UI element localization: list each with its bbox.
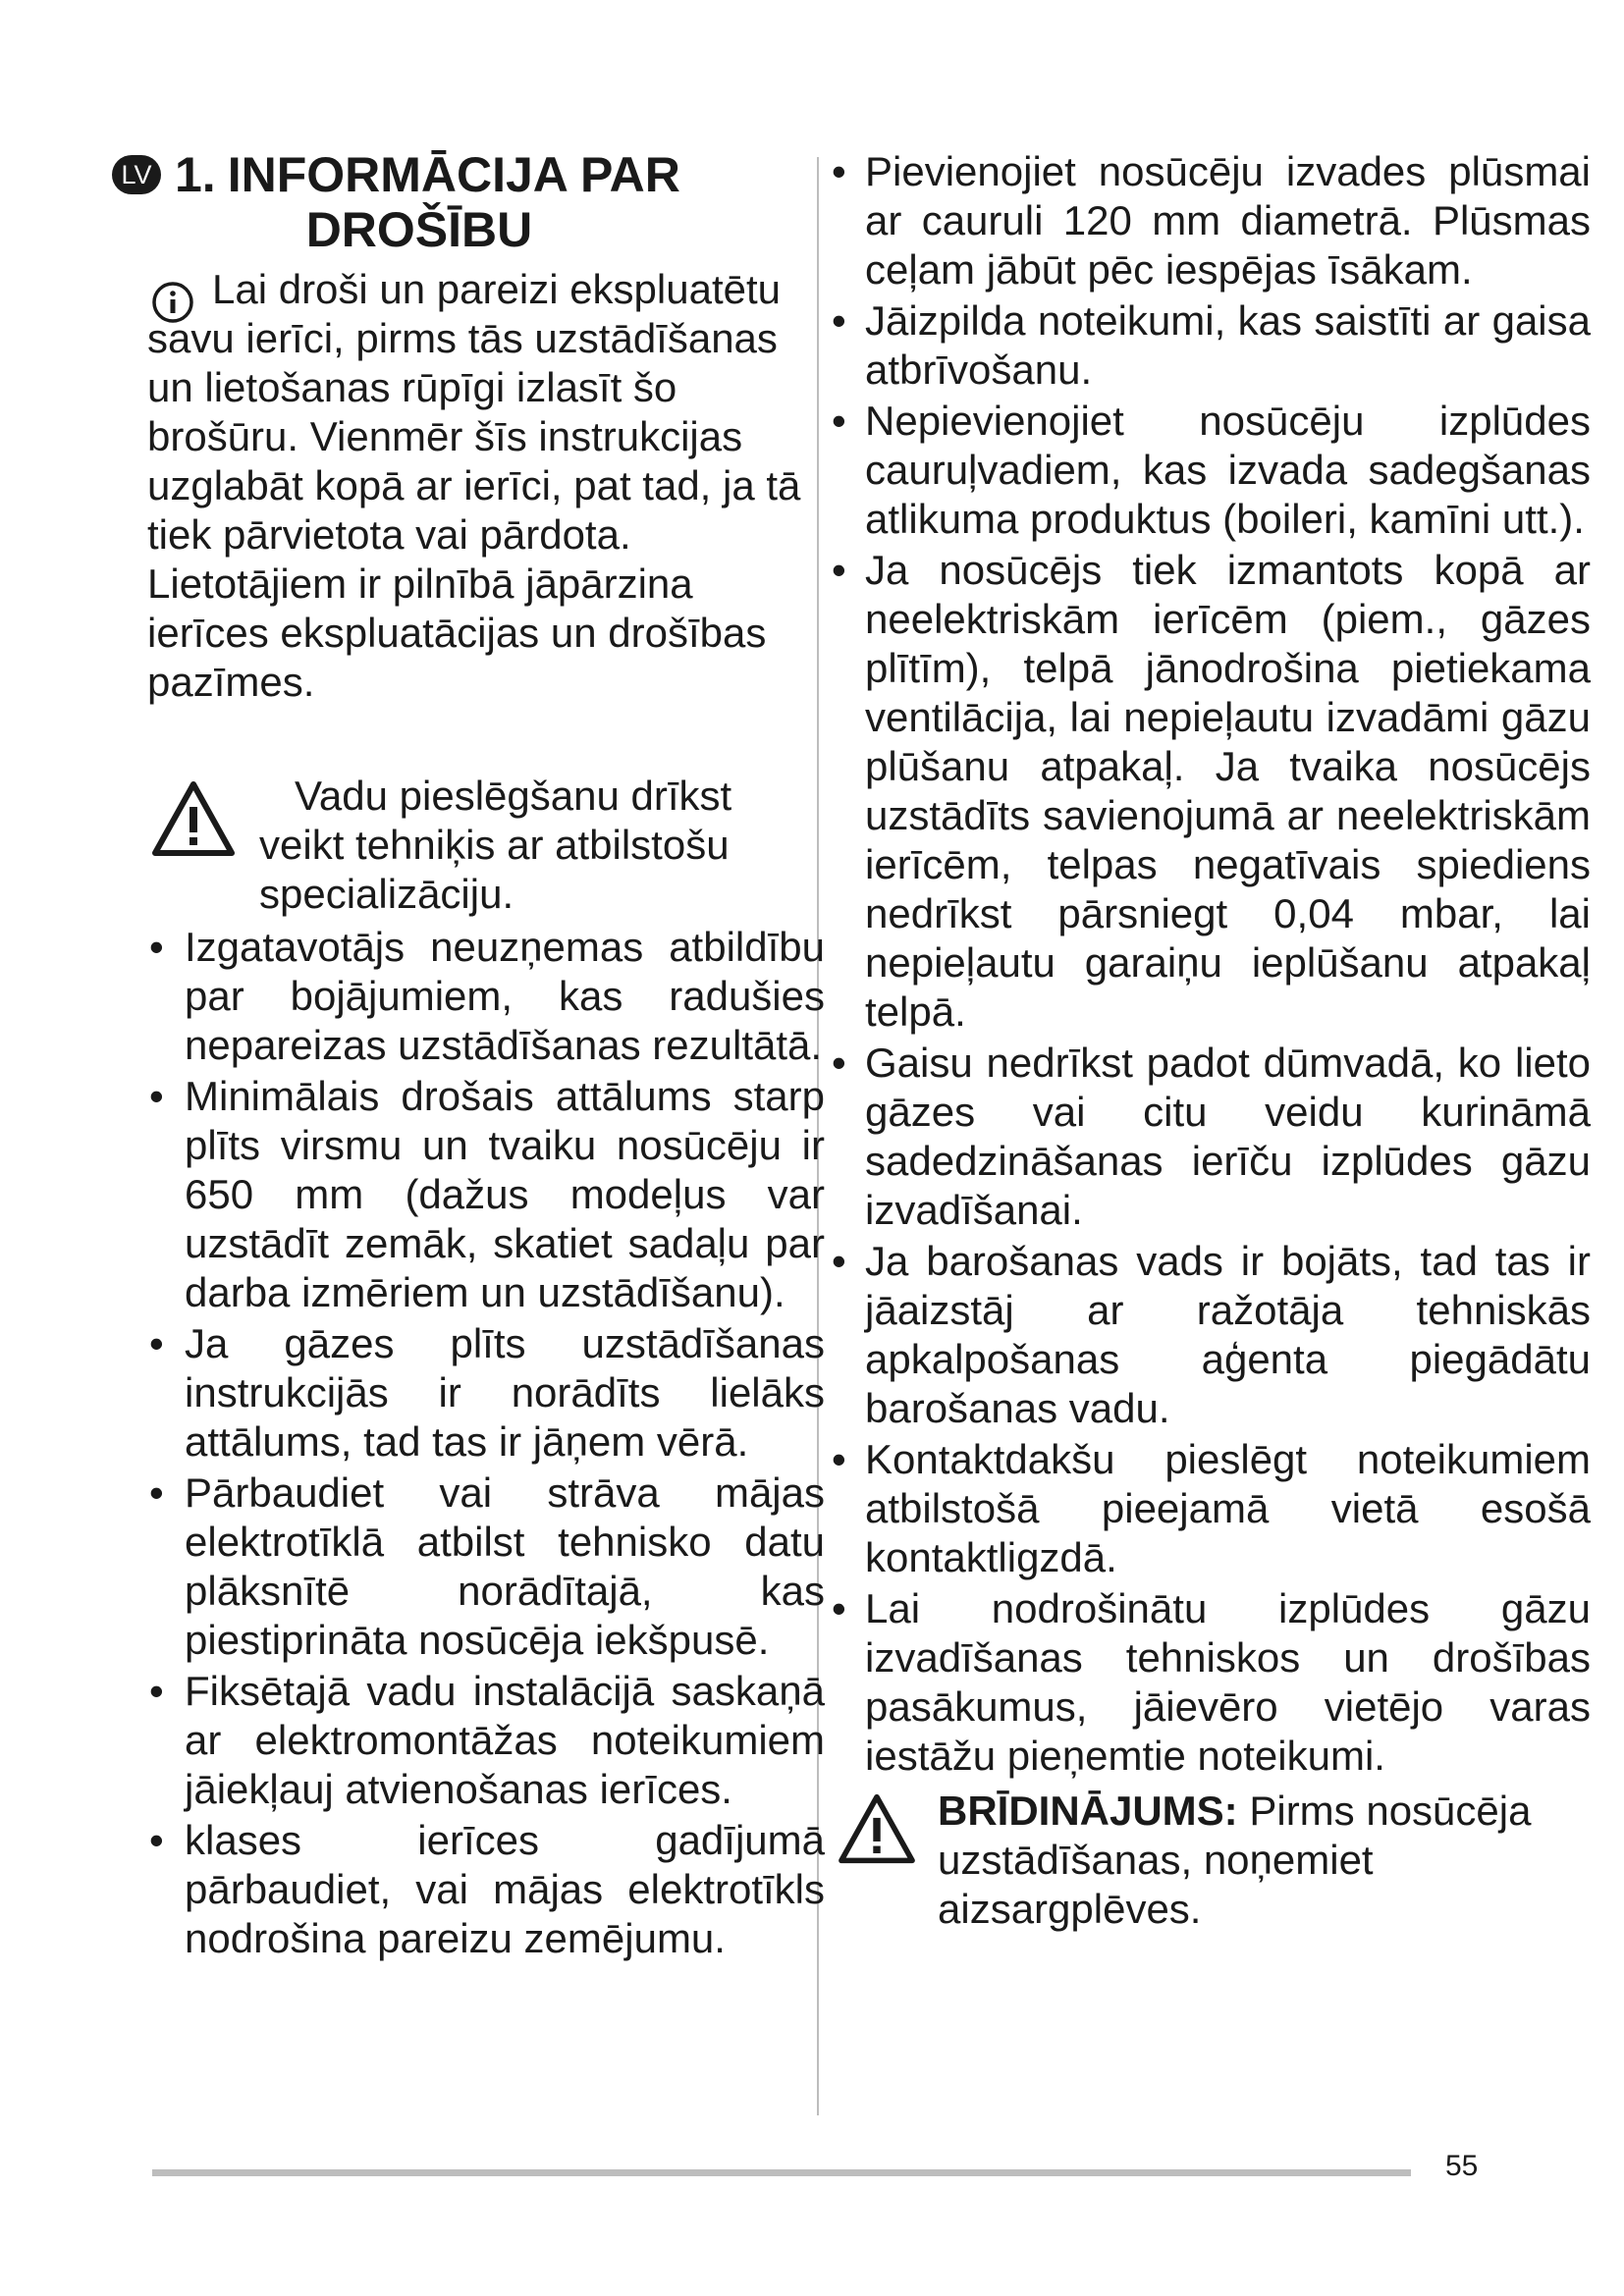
list-item: • Pārbaudiet vai strāva mājas elektrotīklā atbilst tehnisko datu plāksnītē norādītajā, kas piestiprināta nosūcēja iekšpusē. [147, 1468, 825, 1665]
list-item: • Ja gāzes plīts uzstādīšanas instrukcijās ir norādīts lielāks attālums, tad tas ir jāņem vērā. [147, 1319, 825, 1467]
heading-line-2: DROŠĪBU [305, 202, 533, 257]
left-bullet-list [147, 923, 825, 1963]
page-number: 55 [1445, 2150, 1479, 2182]
warning-body: Pirms nosūcēja uzstādīšanas, noņemiet aizsargplēves. [938, 1788, 1532, 1932]
warning-triangle-icon [838, 1792, 916, 1865]
right-column [830, 147, 1591, 1934]
intro-block [147, 265, 825, 707]
list-item: • Minimālais drošais attālums starp plīts virsmu un tvaiku nosūcēju ir 650 mm (dažus modeļus var uzstādīt zemāk, skatiet sadaļu par darba izmēriem un uzstādīšanu). [147, 1072, 825, 1317]
info-icon [151, 281, 194, 324]
right-bullet-list [830, 147, 1591, 1781]
list-item: • Izgatavotājs neuzņemas atbildību par bojājumiem, kas radušies nepareizas uzstādīšanas rezultātā. [147, 923, 825, 1070]
section-heading [112, 147, 825, 257]
list-item: • Ja nosūcējs tiek izmantots kopā ar neelektriskām ierīcēm (piem., gāzes plītīm), telpā jānodrošina pietiekama ventilācija, lai nepieļautu izvadāmi gāzu plūšanu atpakaļ. Ja tvaika nosūcējs uzstādīts savienojumā ar neelektriskām ierīcēm, telpas negatīvais spiediens nedrīkst pārsniegt 0,04 mbar, lai nepieļautu garaiņu ieplūšanu atpakaļ telpā. [830, 546, 1591, 1037]
list-item: • klases ierīces gadījumā pārbaudiet, vai mājas elektrotīkls nodrošina pareizu zemējumu. [147, 1816, 825, 1963]
footer-rule [152, 2169, 1411, 2176]
list-item: • Lai nodrošinātu izplūdes gāzu izvadīšanas tehniskos un drošības pasākumus, jāievēro vietējo varas iestāžu pieņemtie noteikumi. [830, 1584, 1591, 1781]
technician-warning-text: Vadu pieslēgšanu drīkst veikt tehniķis ar atbilstošu specializāciju. [259, 773, 732, 917]
list-item: • Pievienojiet nosūcēju izvades plūsmai ar cauruli 120 mm diametrā. Plūsmas ceļam jābūt pēc iespējas īsākam. [830, 147, 1591, 294]
heading-text [228, 147, 680, 257]
warning-note [830, 1787, 1591, 1934]
list-item: • Nepievienojiet nosūcēju izplūdes cauruļvadiem, kas izvada sadegšanas atlikuma produktus (boileri, kamīni utt.). [830, 397, 1591, 544]
technician-warning [147, 772, 825, 919]
warning-triangle-icon [151, 779, 236, 858]
list-item: • Kontaktdakšu pieslēgt noteikumiem atbilstošā pieejamā vietā esošā kontaktligzdā. [830, 1435, 1591, 1582]
heading-number: 1. [175, 147, 216, 202]
language-badge: LV [112, 155, 161, 194]
list-item: • Gaisu nedrīkst padot dūmvadā, ko lieto gāzes vai citu veidu kurināmā sadedzināšanas ierīču izplūdes gāzu izvadīšanai. [830, 1039, 1591, 1235]
list-item: • Fiksētajā vadu instalācijā saskaņā ar elektromontāžas noteikumiem jāiekļauj atvienošanas ierīces. [147, 1667, 825, 1814]
warning-note-text [938, 1787, 1591, 1934]
left-column [121, 147, 825, 1965]
intro-text: Lai droši un pareizi ekspluatētu savu ierīci, pirms tās uzstādīšanas un lietošanas rūpīgi izlasīt šo brošūru. Vienmēr šīs instrukcijas uzglabāt kopā ar ierīci, pat tad, ja tā tiek pārvietota vai pārdota. Lietotājiem ir pilnībā jāpārzina ierīces ekspluatācijas un drošības pazīmes. [147, 266, 801, 705]
warning-label: BRĪDINĀJUMS: [938, 1788, 1238, 1834]
heading-line-1: INFORMĀCIJA PAR [227, 147, 680, 202]
list-item: • Ja barošanas vads ir bojāts, tad tas ir jāaizstāj ar ražotāja tehniskās apkalpošanas aģenta piegādātu barošanas vadu. [830, 1237, 1591, 1433]
list-item: • Jāizpilda noteikumi, kas saistīti ar gaisa atbrīvošanu. [830, 296, 1591, 395]
